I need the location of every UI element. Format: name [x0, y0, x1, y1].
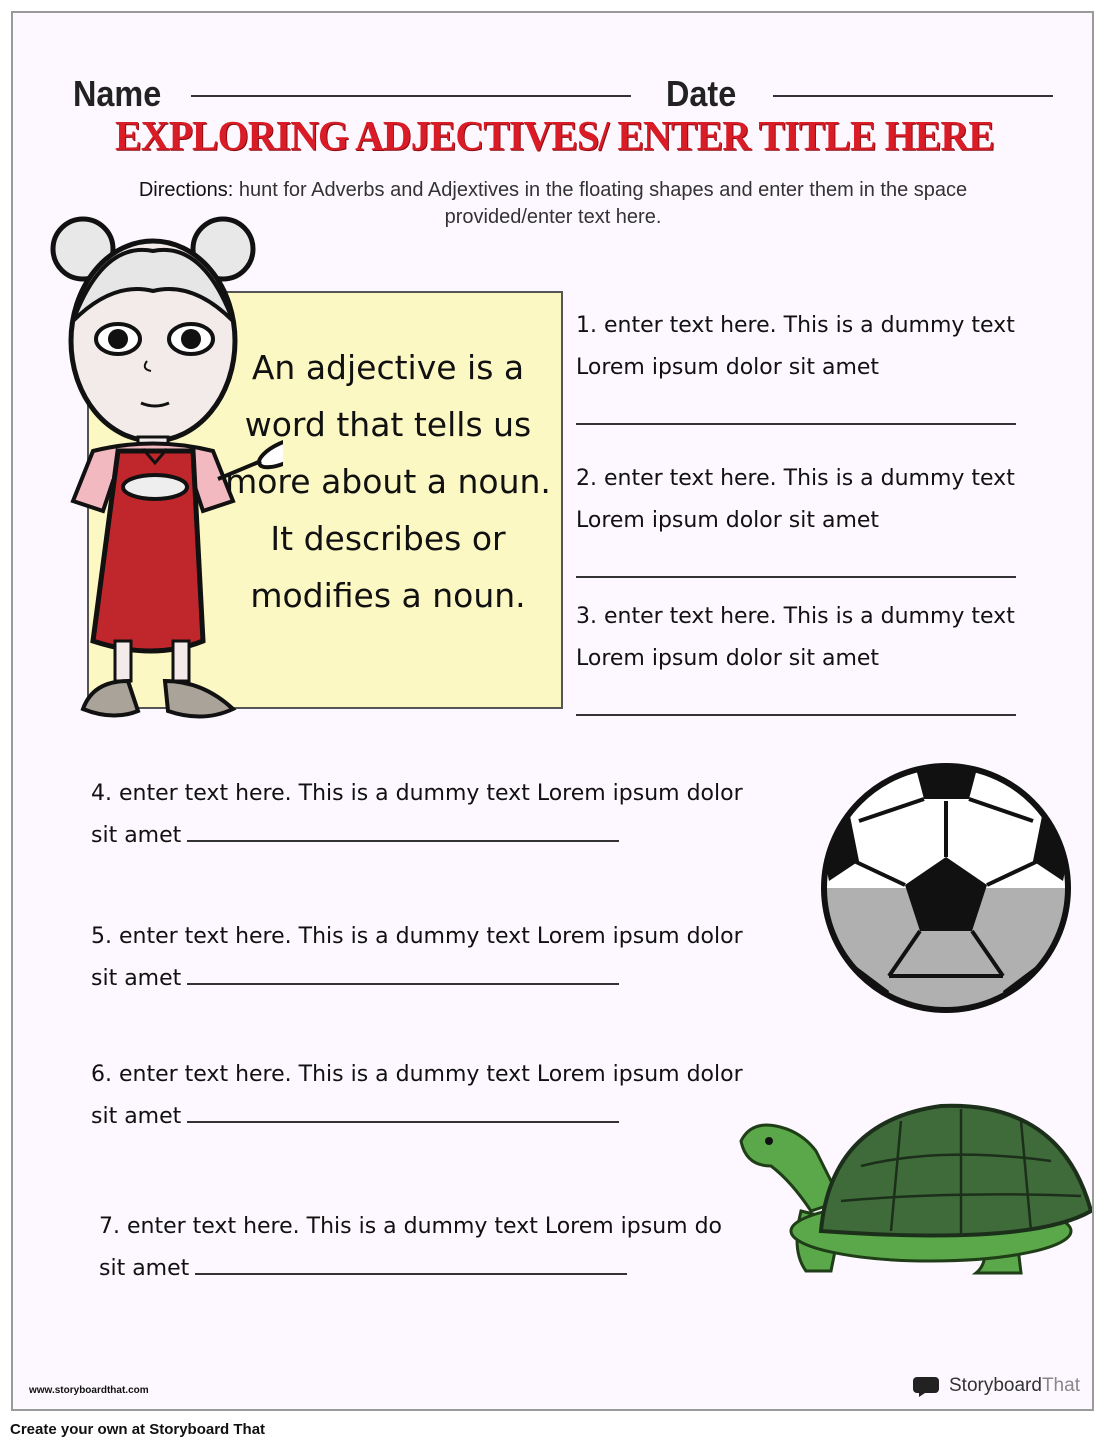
date-label: Date [666, 73, 737, 114]
brand-accent: That [1041, 1375, 1080, 1396]
tortoise-illustration [731, 1081, 1094, 1281]
storyboardthat-brand [911, 1375, 1080, 1397]
question-4-text-cont: sit amet [91, 823, 182, 848]
answer-line-2[interactable] [576, 546, 1016, 578]
question-1-text: 1. enter text here. This is a dummy text Lorem ipsum dolor sit amet [576, 313, 1015, 380]
answer-line-4[interactable] [187, 822, 619, 842]
answer-line-7[interactable] [195, 1255, 627, 1275]
worksheet-title: EXPLORING ADJECTIVES/ ENTER TITLE HERE [115, 114, 994, 160]
adjective-definition: An adjective is a word that tells us more about a noun. It describes or modifies a noun. [225, 348, 551, 615]
question-6 [91, 1054, 831, 1138]
question-1 [576, 305, 1016, 425]
question-4 [91, 773, 831, 857]
question-4-text: 4. enter text here. This is a dummy text Lorem ipsum dolor [91, 781, 743, 806]
name-label: Name [73, 73, 162, 114]
name-field-line[interactable] [191, 95, 631, 97]
question-5-text: 5. enter text here. This is a dummy text Lorem ipsum dolor [91, 924, 743, 949]
question-3 [576, 596, 1016, 716]
answer-line-1[interactable] [576, 393, 1016, 425]
soccer-ball-illustration [819, 761, 1073, 1015]
website-url: www.storyboardthat.com [29, 1385, 149, 1396]
question-3-text: 3. enter text here. This is a dummy text Lorem ipsum dolor sit amet [576, 604, 1015, 671]
question-5 [91, 916, 831, 1000]
question-6-text-cont: sit amet [91, 1104, 182, 1129]
answer-line-5[interactable] [187, 965, 619, 985]
question-6-text: 6. enter text here. This is a dummy text Lorem ipsum dolor [91, 1062, 743, 1087]
question-7 [99, 1206, 779, 1290]
storyboardthat-logo-icon [911, 1375, 943, 1397]
worksheet-page [11, 11, 1094, 1411]
question-7-text: 7. enter text here. This is a dummy text Lorem ipsum do [99, 1214, 723, 1239]
question-5-text-cont: sit amet [91, 966, 182, 991]
directions-text: hunt for Adverbs and Adjextives in the floating shapes and enter them in the space provided/enter text here. [233, 179, 968, 228]
answer-line-3[interactable] [576, 684, 1016, 716]
brand-main: Storyboard [949, 1375, 1042, 1396]
answer-line-6[interactable] [187, 1103, 619, 1123]
question-2 [576, 458, 1016, 578]
directions-label: Directions: [138, 179, 234, 201]
date-field-line[interactable] [773, 95, 1053, 97]
question-2-text: 2. enter text here. This is a dummy text Lorem ipsum dolor sit amet [576, 466, 1015, 533]
create-your-own-link[interactable]: Create your own at Storyboard That [10, 1421, 266, 1438]
question-7-text-cont: sit amet [99, 1256, 190, 1281]
